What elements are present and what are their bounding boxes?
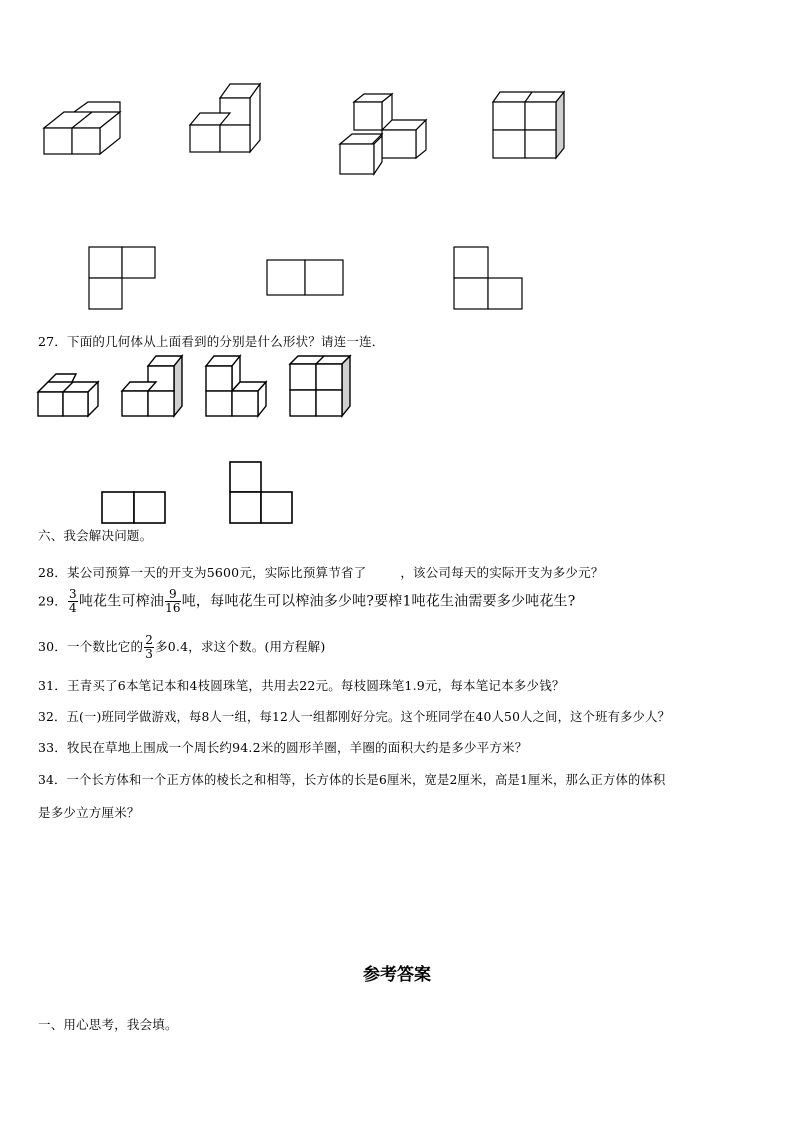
q29-text-b: 吨，每吨花生可以榨油多少吨?要榨1吨花生油需要多少吨花生? [181, 593, 576, 610]
question-34-line-1: 34．一个长方体和一个正方体的棱长之和相等，长方体的长是6厘米，宽是2厘米，高是1厘米，那么正方体的体积 [38, 773, 666, 787]
q29-frac1-numerator: 3 [69, 587, 77, 601]
q29-num: 29． [38, 593, 68, 609]
q29-frac2-numerator: 9 [165, 588, 181, 602]
q30-fraction [144, 634, 154, 661]
q29-text-a: 吨花生可榨油 [78, 593, 165, 610]
question-29 [38, 588, 575, 615]
solid-figure-3 [338, 92, 433, 180]
q28-text-b: ，该公司每天的实际开支为多少元？ [400, 565, 604, 580]
q29-frac1-denominator: 4 [69, 601, 77, 615]
q27-solid-3 [204, 352, 270, 418]
q30-frac-numerator: 2 [145, 633, 154, 647]
answers-section-1-heading: 一、用心思考，我会填。 [38, 1017, 178, 1032]
q27-solid-1 [36, 372, 102, 418]
q27-solid-4 [288, 352, 354, 418]
answers-title: 参考答案 [363, 965, 431, 985]
q28-text-a: 28．某公司预算一天的开支为5600元，实际比预算节省了 [38, 565, 367, 580]
question-30 [38, 634, 325, 661]
section-6-heading: 六、我会解决问题。 [38, 528, 153, 543]
top-view-shape-b [266, 259, 346, 297]
question-32: 32．五(一)班同学做游戏，每8人一组，每12人一组都刚好分完。这个班同学在40人50人之间，这个班有多少人？ [38, 710, 671, 724]
q29-frac2-denominator: 16 [165, 601, 181, 615]
q29-fraction-2 [165, 588, 181, 615]
q29-fraction-1 [68, 588, 78, 615]
q30-text-a: 30．一个数比它的 [38, 639, 144, 654]
solid-figure-2 [188, 82, 268, 162]
q27-solid-2 [120, 352, 186, 418]
top-view-shape-c [453, 246, 525, 312]
q30-frac-denominator: 3 [145, 647, 154, 661]
top-view-shape-a [88, 246, 158, 312]
solid-figure-1 [40, 98, 130, 158]
question-34-line-2: 是多少立方厘米？ [38, 805, 140, 820]
question-28 [38, 563, 604, 581]
q27-top-view-b [229, 461, 295, 525]
question-27: 27．下面的几何体从上面看到的分别是什么形状？请连一连． [38, 334, 385, 349]
solid-figure-4 [490, 90, 570, 162]
question-33: 33．牧民在草地上围成一个周长约94.2米的圆形羊圈，羊圈的面积大约是多少平方米？ [38, 740, 528, 755]
q30-text-b: 多0.4，求这个数。(用方程解) [155, 639, 326, 654]
question-31: 31．王青买了6本笔记本和4枝圆珠笔，共用去22元。每枝圆珠笔1.9元，每本笔记本多少钱？ [38, 678, 565, 693]
q27-top-view-a [101, 491, 167, 525]
